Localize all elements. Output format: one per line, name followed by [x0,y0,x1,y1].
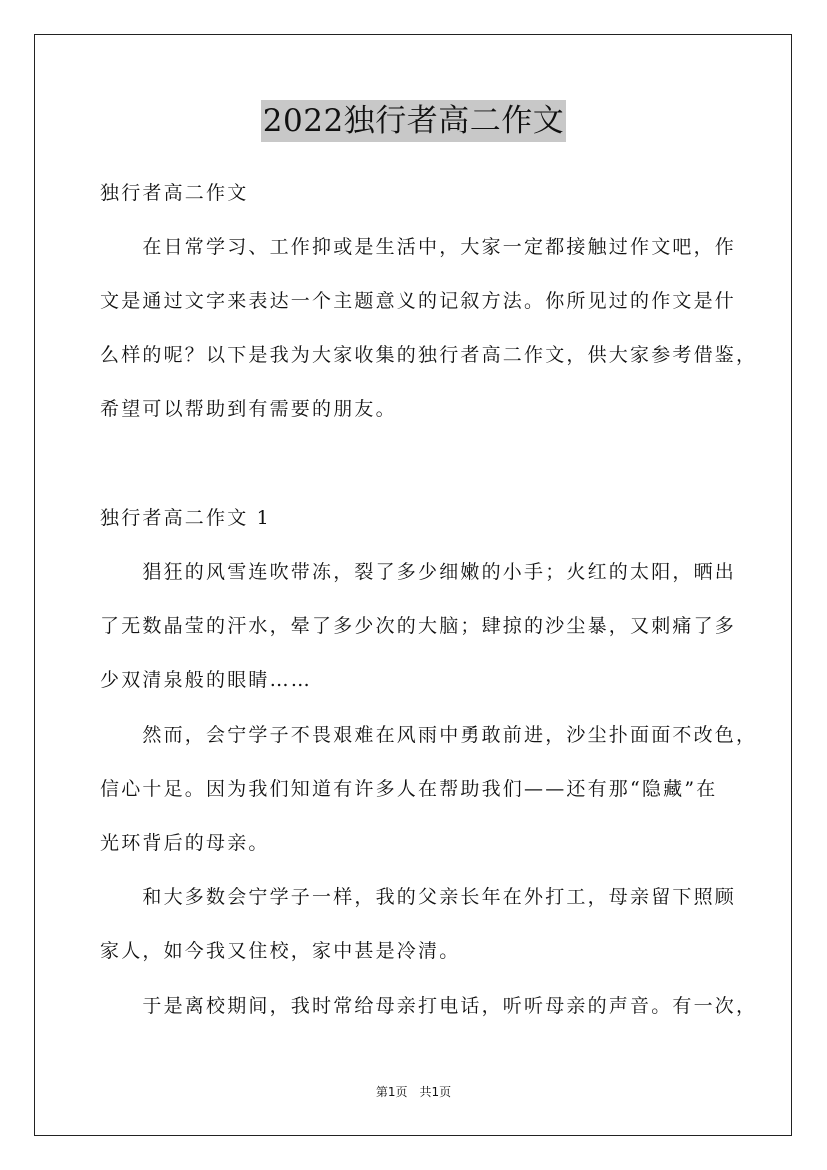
paragraph-1 [100,559,740,694]
text-line: 光环背后的母亲。 [100,832,270,854]
text-line: 家人，如今我又住校，家中甚是冷清。 [100,940,461,962]
text-line: 然而，会宁学子不畏艰难在风雨中勇敢前进，沙尘扑面面不改色， [100,724,758,746]
text-line: 希望可以帮助到有需要的朋友。 [100,398,397,420]
paragraph-3 [100,884,740,965]
text-line: 和大多数会宁学子一样，我的父亲长年在外打工，母亲留下照顾 [100,886,737,908]
paragraph-2 [100,722,758,857]
text-line: 了无数晶莹的汗水，晕了多少次的大脑；肆掠的沙尘暴，又刺痛了多 [100,615,737,637]
intro-paragraph [100,234,758,423]
text-line: 信心十足。因为我们知道有许多人在帮助我们——还有那“隐藏”在 [100,778,718,800]
page-footer: 第1页 共1页 [375,1085,452,1099]
text-line: 在日常学习、工作抑或是生活中，大家一定都接触过作文吧，作 [100,236,737,258]
paragraph-4 [100,993,758,1020]
text-line: 么样的呢？以下是我为大家收集的独行者高二作文，供大家参考借鉴， [100,344,758,366]
title-wrap [0,100,827,142]
subtitle: 独行者高二作文 [100,182,249,204]
section-heading: 独行者高二作文 1 [100,507,271,529]
text-line: 猖狂的风雪连吹带冻，裂了多少细嫩的小手；火红的太阳，晒出 [100,561,737,583]
text-line: 于是离校期间，我时常给母亲打电话，听听母亲的声音。有一次， [100,995,758,1017]
text-line: 少双清泉般的眼睛…… [100,669,313,691]
document-title: 2022独行者高二作文 [261,100,566,142]
text-line: 文是通过文字来表达一个主题意义的记叙方法。你所见过的作文是什 [100,290,737,312]
